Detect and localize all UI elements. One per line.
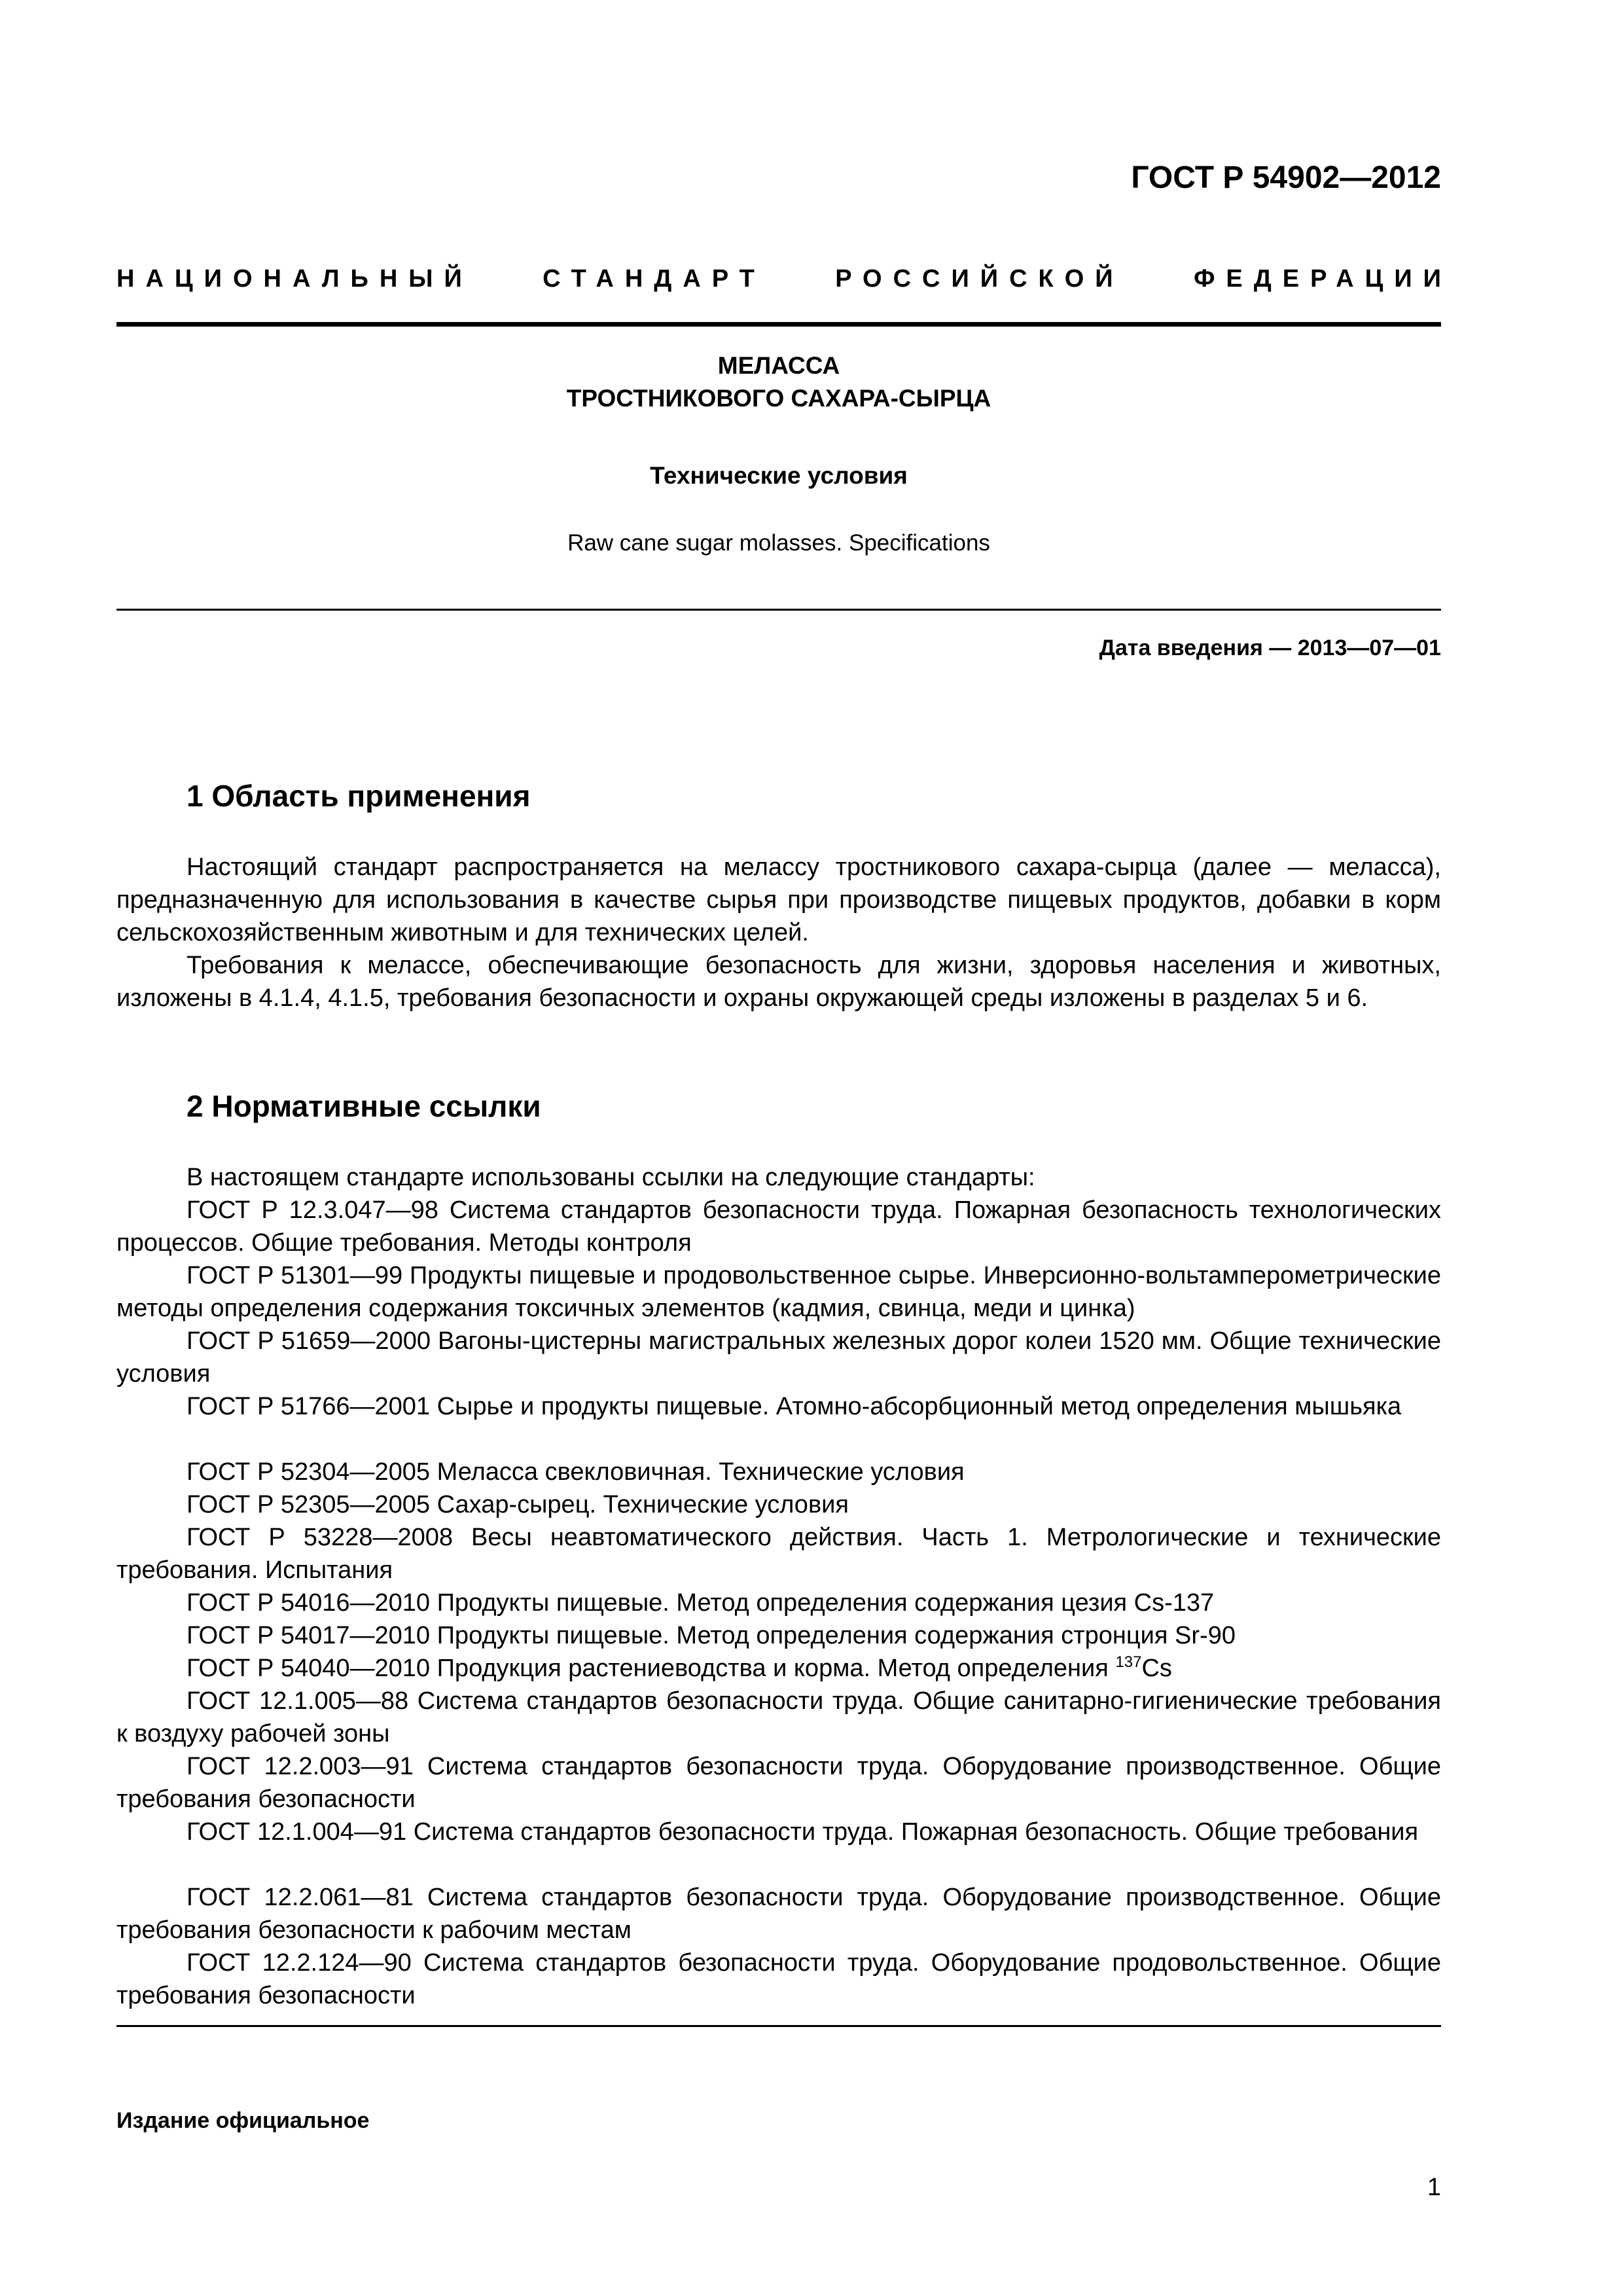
date-of-introduction: Дата введения — 2013—07—01	[1099, 636, 1441, 660]
reference-item: ГОСТ 12.2.061—81 Система стандартов безопасности труда. Оборудование производственное. Общие требования безопасности к рабочим местам	[116, 1884, 1441, 1944]
reference-item: ГОСТ Р 54017—2010 Продукты пищевые. Метод определения содержания стронция Sr-90	[187, 1622, 1236, 1649]
references-intro: В настоящем стандарте использованы ссылки на следующие стандарты:	[187, 1164, 1035, 1191]
reference-item: ГОСТ Р 51766—2001 Сырье и продукты пищевые. Атомно-абсорбционный метод определения мышьяка	[187, 1393, 1402, 1420]
reference-item: ГОСТ Р 52305—2005 Сахар-сырец. Технические условия	[187, 1491, 849, 1518]
section-1-paragraph-1: Настоящий стандарт распространяется на мелассу тростникового сахара-сырца (далее — меласса), предназначенную для использования в качестве сырья при производстве пищевых продуктов, добавки в корм сельскохозяйственным животным и для технических целей.	[116, 853, 1441, 946]
section-1-heading: 1 Область применения	[187, 779, 531, 813]
english-title-block	[116, 528, 1441, 559]
national-standard-banner	[116, 263, 1452, 295]
footer-rule	[116, 2025, 1441, 2027]
banner-word: РОССИЙСКОЙ	[835, 265, 1124, 293]
banner-word: СТАНДАРТ	[543, 265, 766, 293]
page-number: 1	[1427, 2174, 1441, 2201]
document-title	[116, 350, 1441, 415]
reference-item: ГОСТ 12.1.004—91 Система стандартов безопасности труда. Пожарная безопасность. Общие требования	[187, 1818, 1419, 1846]
section-2-heading: 2 Нормативные ссылки	[187, 1089, 541, 1123]
reference-item: ГОСТ Р 54016—2010 Продукты пищевые. Метод определения содержания цезия Cs-137	[187, 1589, 1215, 1617]
header-rule	[116, 322, 1441, 327]
title-rule	[116, 609, 1441, 611]
reference-item: ГОСТ Р 51301—99 Продукты пищевые и продовольственное сырье. Инверсионно-вольтамперометрические методы определения содержания токсичных элементов (кадмия, свинца, меди и цинка)	[116, 1262, 1441, 1322]
reference-item: ГОСТ Р 53228—2008 Весы неавтоматического действия. Часть 1. Метрологические и технические требования. Испытания	[116, 1524, 1441, 1584]
english-title: Raw cane sugar molasses. Specifications	[567, 530, 990, 556]
reference-item: ГОСТ 12.2.124—90 Система стандартов безопасности труда. Оборудование продовольственное. Общие требования безопасности	[116, 1949, 1441, 2009]
title-line-1: МЕЛАССА	[717, 352, 840, 379]
reference-item: ГОСТ Р 52304—2005 Меласса свекловичная. Технические условия	[187, 1458, 965, 1486]
isotope-mass-number: 137	[1115, 1653, 1142, 1671]
reference-text: ГОСТ Р 54040—2010 Продукция растениеводства и корма. Метод определения	[187, 1655, 1116, 1682]
banner-word: НАЦИОНАЛЬНЫЙ	[116, 265, 473, 293]
gost-id: ГОСТ Р 54902—2012	[1131, 160, 1441, 195]
subtitle-block	[116, 459, 1441, 492]
reference-item: ГОСТ Р 51659—2000 Вагоны-цистерны магистральных железных дорог колеи 1520 мм. Общие технические условия	[116, 1327, 1441, 1388]
reference-item-cs137	[116, 1652, 1441, 1685]
section-1-paragraph-2: Требования к мелассе, обеспечивающие безопасность для жизни, здоровья населения и животных, изложены в 4.1.4, 4.1.5, требования безопасности и охраны окружающей среды изложены в разделах 5 и 6.	[116, 952, 1441, 1012]
reference-item: ГОСТ Р 12.3.047—98 Система стандартов безопасности труда. Пожарная безопасность технологических процессов. Общие требования. Методы контроля	[116, 1196, 1441, 1257]
reference-item: ГОСТ 12.1.005—88 Система стандартов безопасности труда. Общие санитарно-гигиенические требования к воздуху рабочей зоны	[116, 1687, 1441, 1748]
reference-item: ГОСТ 12.2.003—91 Система стандартов безопасности труда. Оборудование производственное. Общие требования безопасности	[116, 1753, 1441, 1813]
title-line-2: ТРОСТНИКОВОГО САХАРА-СЫРЦА	[566, 385, 991, 412]
banner-word: ФЕДЕРАЦИИ	[1193, 265, 1452, 293]
document-subtitle: Технические условия	[650, 462, 908, 489]
official-edition-label: Издание официальное	[116, 2108, 370, 2133]
isotope-symbol: Cs	[1141, 1655, 1172, 1682]
